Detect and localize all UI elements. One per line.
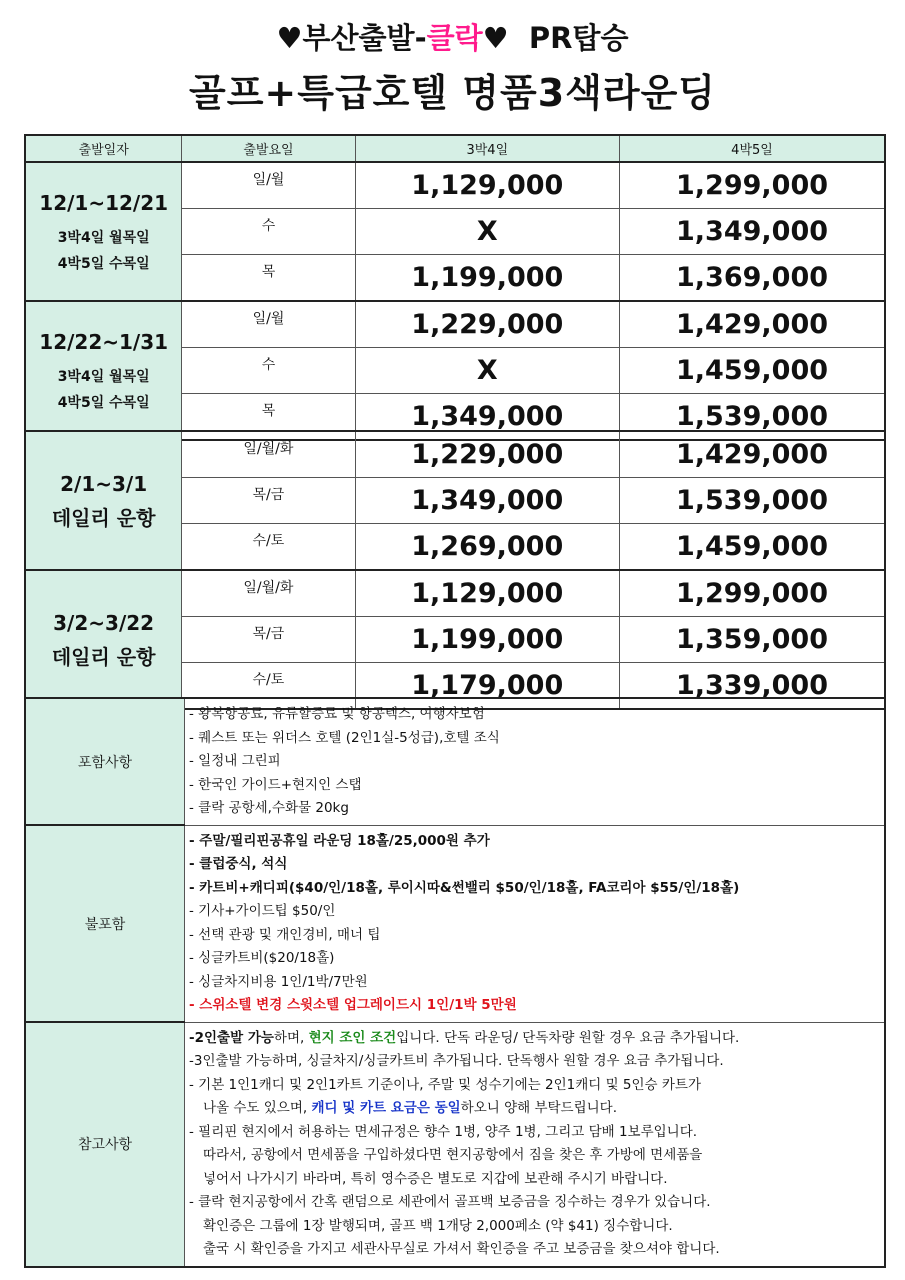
day-cell: 일/월/화 [182, 570, 355, 617]
col-header-day: 출발요일 [182, 135, 355, 162]
page-title: 골프+특급호텔 명품3색라운딩 [188, 71, 716, 115]
included-row [25, 698, 885, 825]
date-range: 12/1~12/21 [39, 190, 169, 215]
notes-title: 참고사항 [25, 1022, 185, 1267]
date-cell [25, 162, 182, 301]
price-cell: 1,429,000 [620, 301, 885, 348]
price-table-1 [24, 134, 886, 441]
list-item: - 싱글차지비용 1인/1박/7만원 [189, 973, 368, 990]
day-cell: 목/금 [182, 478, 355, 524]
date-range: 2/1~3/1 [60, 471, 148, 496]
day-cell: 일/월/화 [182, 431, 355, 478]
price-cell: 1,459,000 [619, 524, 885, 571]
note-line: - 클락 현지공항에서 간혹 랜덤으로 세관에서 골프백 보증금을 징수하는 경우가 있습니다. [189, 1194, 711, 1210]
date-note: 3박4일 월목일 [57, 229, 150, 246]
day-cell: 일/월 [182, 162, 355, 209]
header-airline: PR탑승 [528, 21, 629, 55]
list-item: - 왕복항공료, 유류할증료 및 항공텍스, 여행자보험 [189, 706, 485, 722]
info-table [24, 697, 886, 1268]
note-line: - 필리핀 현지에서 허용하는 면세규정은 향수 1병, 양주 1병, 그리고 담배 1보루입니다. [189, 1123, 698, 1140]
price-cell: 1,199,000 [355, 617, 619, 663]
day-cell: 목 [182, 394, 355, 441]
day-cell: 수 [182, 348, 355, 394]
list-item: - 기사+가이드팁 $50/인 [189, 903, 336, 919]
list-item: - 클럽중식, 석식 [189, 856, 288, 872]
day-cell: 목 [182, 255, 355, 302]
note-line: - 기본 1인1캐디 및 2인1카트 기준이나, 주말 및 성수기에는 2인1캐디 및 5인승 카트가 [189, 1076, 702, 1093]
price-cell: 1,349,000 [620, 209, 885, 255]
note-line: 넣어서 나가시기 바라며, 특히 영수증은 별도로 지갑에 보관해 주시기 바랍니다. [203, 1170, 668, 1187]
price-table-2 [24, 430, 886, 710]
price-cell: 1,459,000 [620, 348, 885, 394]
price-cell: 1,539,000 [620, 394, 885, 441]
notes-row [25, 1022, 885, 1267]
note-line: 확인증은 그룹에 1장 발행되며, 골프 백 1개당 2,000페소 (약 $41) 징수합니다. [203, 1217, 673, 1234]
notes-list [185, 1022, 886, 1267]
price-cell: 1,129,000 [355, 570, 619, 617]
list-item: - 싱글카트비($20/18홀) [189, 950, 335, 966]
price-cell: X [355, 348, 619, 394]
note-text: 입니다. 단독 라운딩/ 단독차량 원할 경우 요금 추가됩니다. [396, 1029, 740, 1046]
note-bold: -2인출발 가능 [189, 1029, 274, 1046]
excluded-row [25, 825, 885, 1022]
price-cell: 1,349,000 [355, 478, 619, 524]
price-cell: 1,369,000 [620, 255, 885, 302]
col-header-4n5d: 4박5일 [620, 135, 885, 162]
included-title: 포함사항 [25, 698, 185, 825]
note-highlight: 현지 조인 조건 [308, 1029, 397, 1046]
date-cell [25, 301, 182, 440]
price-cell: 1,349,000 [355, 394, 619, 441]
table-row [25, 301, 885, 348]
date-note: 3박4일 월목일 [57, 368, 150, 385]
header-line1 [0, 16, 905, 57]
price-cell: 1,179,000 [355, 663, 619, 710]
note-line [189, 1027, 878, 1051]
table-row [25, 570, 885, 617]
price-cell: 1,199,000 [355, 255, 619, 302]
note-line [189, 1097, 878, 1121]
date-range: 3/2~3/22 [53, 610, 155, 635]
list-item: - 클락 공항세,수화물 20kg [189, 800, 349, 816]
date-range: 12/22~1/31 [39, 329, 169, 354]
header-origin: 부산출발- [302, 21, 427, 55]
header-destination: 클락 [426, 21, 483, 55]
date-note: 데일리 운항 [51, 644, 156, 669]
note-highlight: 캐디 및 카트 요금은 동일 [311, 1100, 461, 1116]
date-note: 데일리 운항 [51, 505, 156, 530]
price-cell: X [355, 209, 619, 255]
price-cell: 1,299,000 [620, 162, 885, 209]
note-text: 하며, [273, 1029, 309, 1046]
note-text: 나올 수도 있으며, [203, 1100, 312, 1116]
list-item: - 일정내 그린피 [189, 753, 281, 769]
day-cell: 일/월 [182, 301, 355, 348]
excluded-title: 불포함 [25, 825, 185, 1022]
list-item: - 선택 관광 및 개인경비, 매너 팁 [189, 926, 381, 943]
col-header-date: 출발일자 [25, 135, 182, 162]
excluded-list [185, 825, 886, 1022]
date-cell [25, 570, 182, 709]
price-cell: 1,129,000 [355, 162, 619, 209]
table-row [25, 431, 885, 478]
included-list [185, 698, 886, 825]
price-cell: 1,429,000 [619, 431, 885, 478]
note-line: 따라서, 공항에서 면세품을 구입하셨다면 현지공항에서 짐을 찾은 후 가방에 면세품을 [203, 1147, 703, 1163]
price-cell: 1,539,000 [619, 478, 885, 524]
note-line: 출국 시 확인증을 가지고 세관사무실로 가셔서 확인증을 주고 보증금을 찾으셔야 합니다. [203, 1241, 720, 1257]
col-header-3n4d: 3박4일 [355, 135, 619, 162]
price-cell: 1,269,000 [355, 524, 619, 571]
list-item-highlight: - 스위소텔 변경 스윗소텔 업그레이드시 1인/1박 5만원 [189, 997, 517, 1013]
price-cell: 1,359,000 [619, 617, 885, 663]
date-note: 4박5일 수목일 [57, 255, 150, 272]
list-item: - 퀘스트 또는 위더스 호텔 (2인1실-5성급),호텔 조식 [189, 729, 500, 746]
table-row [25, 162, 885, 209]
list-item: - 카트비+캐디피($40/인/18홀, 루이시따&썬밸리 $50/인/18홀, FA코리아 $55/인/18홀) [189, 879, 740, 896]
price-cell: 1,229,000 [355, 431, 619, 478]
price-cell: 1,339,000 [619, 663, 885, 710]
note-line: -3인출발 가능하며, 싱글차지/싱글카트비 추가됩니다. 단독행사 원할 경우 요금 추가됩니다. [189, 1053, 724, 1069]
date-note: 4박5일 수목일 [57, 394, 150, 411]
table-header-row [25, 135, 885, 162]
list-item: - 주말/필리핀공휴일 라운딩 18홀/25,000원 추가 [189, 832, 490, 849]
list-item: - 한국인 가이드+현지인 스탭 [189, 776, 362, 793]
price-cell: 1,229,000 [355, 301, 619, 348]
day-cell: 수/토 [182, 524, 355, 571]
heart-icon: ♥ [276, 21, 303, 55]
day-cell: 수/토 [182, 663, 355, 710]
date-cell [25, 431, 182, 570]
day-cell: 목/금 [182, 617, 355, 663]
price-cell: 1,299,000 [619, 570, 885, 617]
day-cell: 수 [182, 209, 355, 255]
heart-icon: ♥ [482, 21, 509, 55]
note-text: 하오니 양해 부탁드립니다. [460, 1100, 617, 1116]
